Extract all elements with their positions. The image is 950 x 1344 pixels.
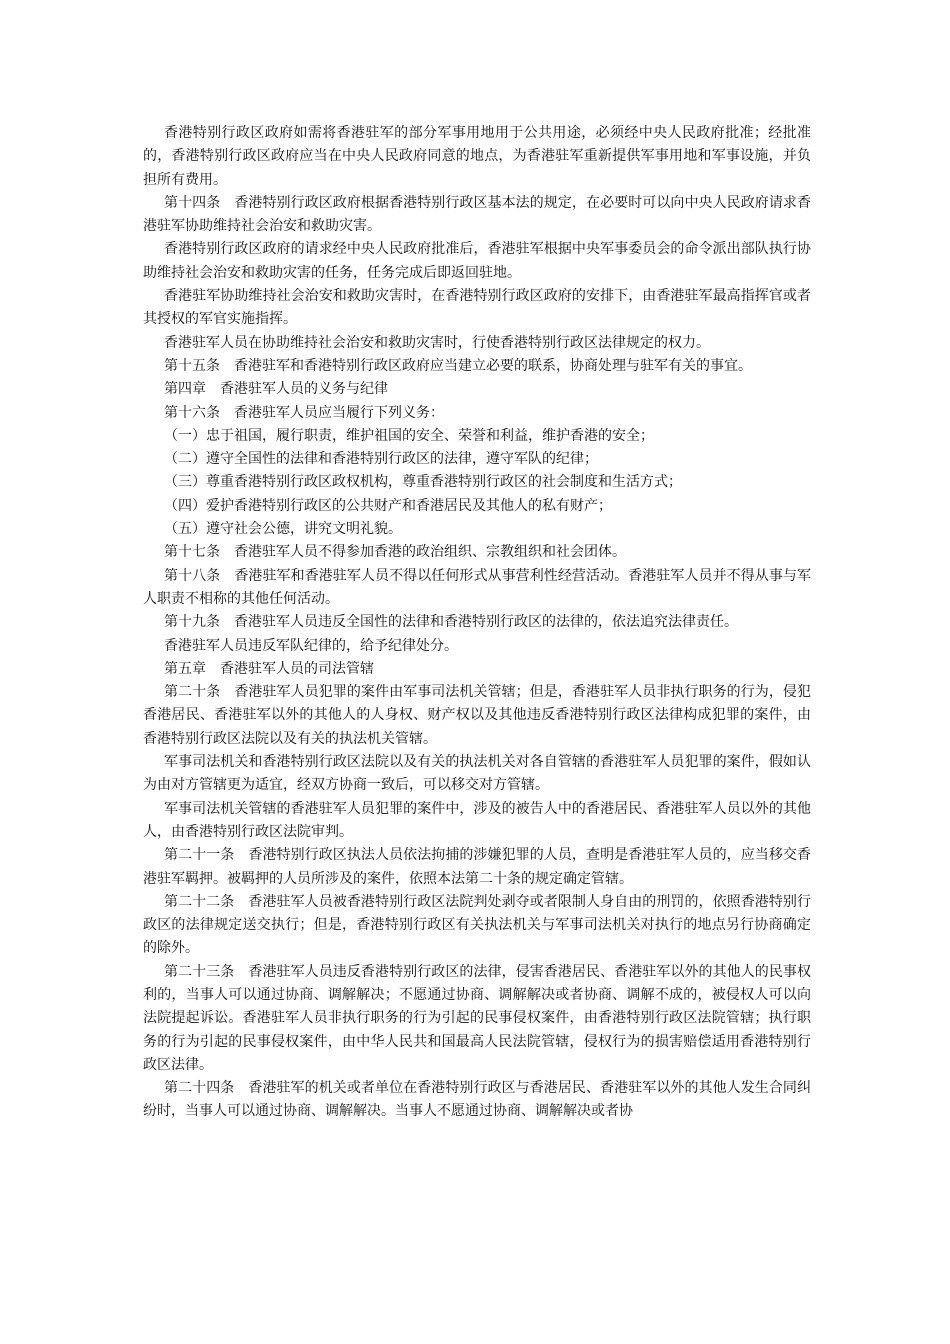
chapter-4-heading: 第四章 香港驻军人员的义务与纪律 xyxy=(164,381,388,398)
article-16: 第十六条 香港驻军人员应当履行下列义务： xyxy=(164,404,444,421)
list-item: （三）尊重香港特别行政区政权机构，尊重香港特别行政区的社会制度和生活方式； xyxy=(164,474,682,491)
chapter-5-heading: 第五章 香港驻军人员的司法管辖 xyxy=(164,660,374,677)
paragraph: 香港特别行政区政府的请求经中央人民政府批准后，香港驻军根据中央军事委员会的命令派出部队执行协助维持社会治安和救助灾害的任务，任务完成后即返回驻地。 xyxy=(143,241,811,281)
article-17: 第十七条 香港驻军人员不得参加香港的政治组织、宗教组织和社会团体。 xyxy=(164,544,626,561)
list-item: （二）遵守全国性的法律和香港特别行政区的法律，遵守军队的纪律； xyxy=(164,451,598,468)
paragraph: 香港驻军人员违反军队纪律的，给予纪律处分。 xyxy=(164,637,458,654)
paragraph: 军事司法机关管辖的香港驻军人员犯罪的案件中，涉及的被告人中的香港居民、香港驻军人员以外的其他人，由香港特别行政区法院审判。 xyxy=(143,800,811,840)
list-item: （一）忠于祖国，履行职责，维护祖国的安全、荣誉和利益，维护香港的安全； xyxy=(164,427,654,444)
article-18: 第十八条 香港驻军和香港驻军人员不得以任何形式从事营利性经营活动。香港驻军人员并不得从事与军人职责不相称的其他任何活动。 xyxy=(143,567,811,607)
document-page xyxy=(143,122,811,1124)
article-22: 第二十二条 香港驻军人员被香港特别行政区法院判处剥夺或者限制人身自由的刑罚的，依照香港特别行政区的法律规定送交执行；但是，香港特别行政区有关执法机关与军事司法机关对执行的地点另行协商确定的除外。 xyxy=(143,893,811,957)
paragraph: 香港驻军协助维持社会治安和救助灾害时，在香港特别行政区政府的安排下，由香港驻军最高指挥官或者其授权的军官实施指挥。 xyxy=(143,288,811,328)
paragraph: 香港驻军人员在协助维持社会治安和救助灾害时，行使香港特别行政区法律规定的权力。 xyxy=(164,334,710,351)
list-item: （五）遵守社会公德，讲究文明礼貌。 xyxy=(164,521,402,538)
article-23: 第二十三条 香港驻军人员违反香港特别行政区的法律，侵害香港居民、香港驻军以外的其他人的民事权利的，当事人可以通过协商、调解解决；不愿通过协商、调解解决或者协商、调解不成的，被侵权人可以向法院提起诉讼。香港驻军人员非执行职务的行为引起的民事侵权案件，由香港特别行政区法院管辖；执行职务的行为引起的民事侵权案件，由中华人民共和国最高人民法院管辖，侵权行为的损害赔偿适用香港特别行政区法律。 xyxy=(143,963,811,1073)
list-item: （四）爱护香港特别行政区的公共财产和香港居民及其他人的私有财产； xyxy=(164,497,612,514)
paragraph: 军事司法机关和香港特别行政区法院以及有关的执法机关对各自管辖的香港驻军人员犯罪的案件，假如认为由对方管辖更为适宜，经双方协商一致后，可以移交对方管辖。 xyxy=(143,754,811,794)
article-24: 第二十四条 香港驻军的机关或者单位在香港特别行政区与香港居民、香港驻军以外的其他人发生合同纠纷时，当事人可以通过协商、调解解决。当事人不愿通过协商、调解解决或者协 xyxy=(143,1080,811,1120)
article-15: 第十五条 香港驻军和香港特别行政区政府应当建立必要的联系，协商处理与驻军有关的事宜。 xyxy=(164,357,752,374)
paragraph: 香港特别行政区政府如需将香港驻军的部分军事用地用于公共用途，必须经中央人民政府批准；经批准的，香港特别行政区政府应当在中央人民政府同意的地点，为香港驻军重新提供军事用地和军事设施，并负担所有费用。 xyxy=(143,125,811,188)
article-19: 第十九条 香港驻军人员违反全国性的法律和香港特别行政区的法律的，依法追究法律责任。 xyxy=(164,614,738,631)
article-21: 第二十一条 香港特别行政区执法人员依法拘捕的涉嫌犯罪的人员，查明是香港驻军人员的，应当移交香港驻军羁押。被羁押的人员所涉及的案件，依照本法第二十条的规定确定管辖。 xyxy=(143,847,811,887)
article-20: 第二十条 香港驻军人员犯罪的案件由军事司法机关管辖；但是，香港驻军人员非执行职务的行为，侵犯香港居民、香港驻军以外的其他人的人身权、财产权以及其他违反香港特别行政区法律构成犯罪的案件，由香港特别行政区法院以及有关的执法机关管辖。 xyxy=(143,684,811,747)
article-14: 第十四条 香港特别行政区政府根据香港特别行政区基本法的规定，在必要时可以向中央人民政府请求香港驻军协助维持社会治安和救助灾害。 xyxy=(143,194,811,235)
